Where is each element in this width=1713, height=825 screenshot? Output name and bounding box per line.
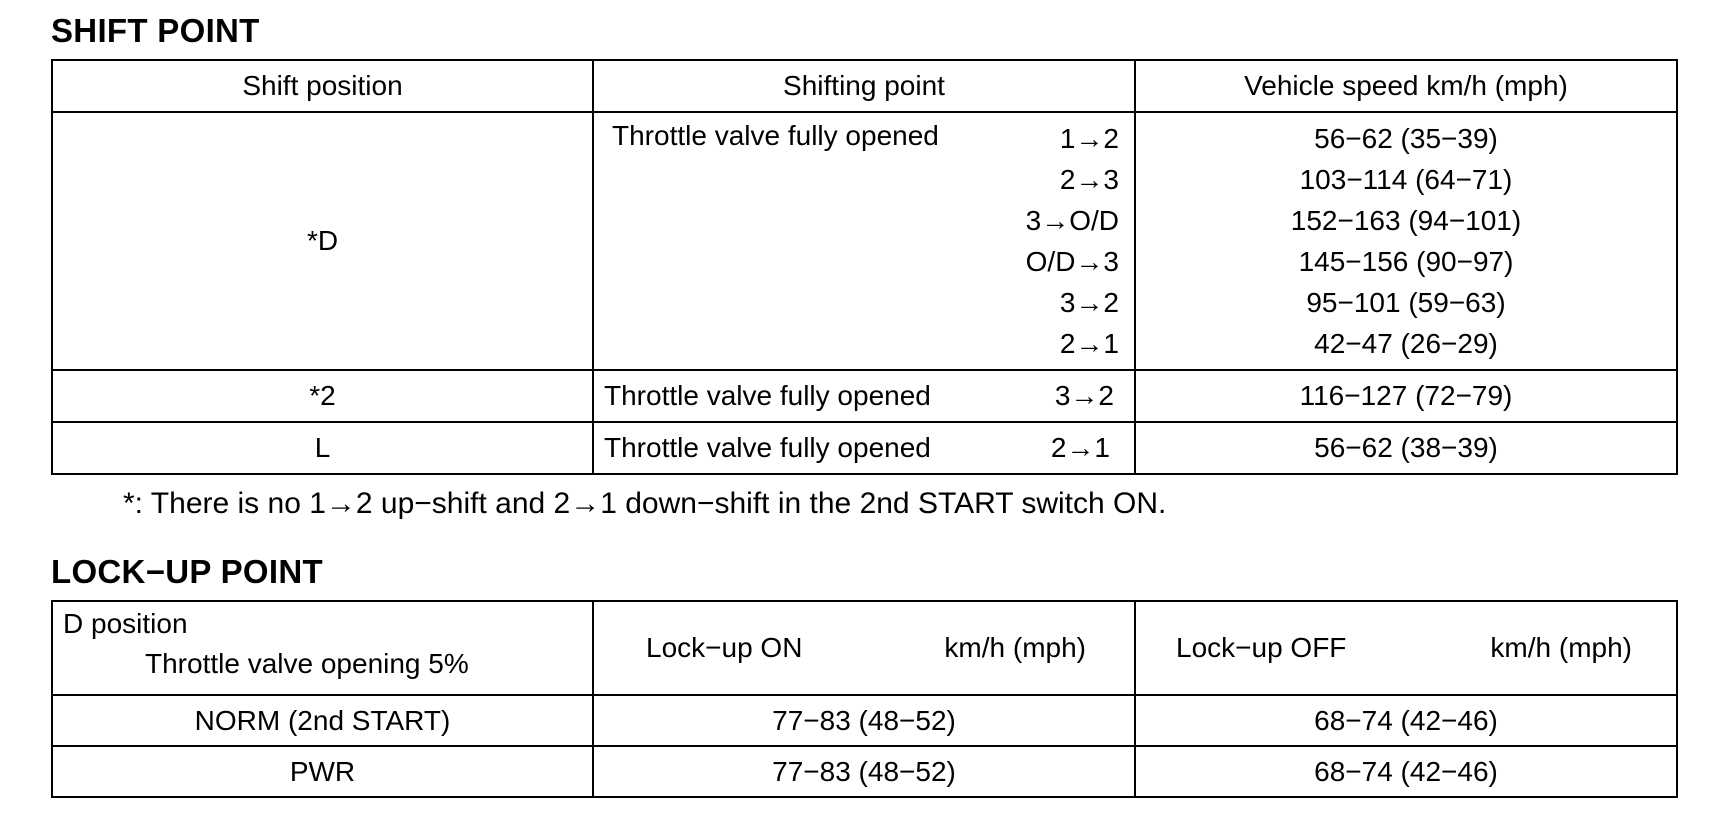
header-shifting-point: Shifting point xyxy=(593,60,1135,112)
lockup-off-label: Lock−up OFF xyxy=(1176,632,1347,663)
shift-code: O/D→3 xyxy=(1025,246,1119,277)
speed-value: 95−101 (59−63) xyxy=(1306,287,1506,318)
vehicle-speed-2: 116−127 (72−79) xyxy=(1135,370,1677,422)
shift-code: 2→1 xyxy=(1050,432,1110,463)
shift-code: 3→2 xyxy=(1054,380,1114,411)
shifting-point-l xyxy=(593,422,1135,474)
shifting-point-2 xyxy=(593,370,1135,422)
lockup-off-value: 68−74 (42−46) xyxy=(1135,695,1677,746)
table-row xyxy=(52,370,1677,422)
speed-value: 42−47 (26−29) xyxy=(1314,328,1498,359)
shift-condition: Throttle valve fully opened xyxy=(604,432,931,463)
header-shift-position: Shift position xyxy=(52,60,593,112)
speed-value: 145−156 (90−97) xyxy=(1298,246,1514,277)
shift-position-l: L xyxy=(52,422,593,474)
header-vehicle-speed: Vehicle speed km/h (mph) xyxy=(1135,60,1677,112)
speed-value: 103−114 (64−71) xyxy=(1299,164,1513,195)
mode-cell: NORM (2nd START) xyxy=(52,695,593,746)
shift-condition: Throttle valve fully opened xyxy=(604,380,931,411)
header-throttle-label: Throttle valve opening 5% xyxy=(145,648,469,679)
table-row xyxy=(52,746,1677,797)
header-position-label: D position xyxy=(63,608,188,639)
header-lockup-on xyxy=(593,601,1135,695)
table-header-row xyxy=(52,60,1677,112)
shift-code: 2→3 xyxy=(1059,164,1119,195)
lockup-on-value: 77−83 (48−52) xyxy=(593,746,1135,797)
lockup-off-value: 68−74 (42−46) xyxy=(1135,746,1677,797)
shift-code: 3→O/D xyxy=(1025,205,1119,236)
vehicle-speed-l: 56−62 (38−39) xyxy=(1135,422,1677,474)
shift-code: 3→2 xyxy=(1059,287,1119,318)
shift-code: 2→1 xyxy=(1059,328,1119,359)
table-row xyxy=(52,695,1677,746)
lockup-on-value: 77−83 (48−52) xyxy=(593,695,1135,746)
header-d-position xyxy=(52,601,593,695)
lockup-off-unit: km/h (mph) xyxy=(1490,632,1632,663)
footnote: *: There is no 1→2 up−shift and 2→1 down−shift in the 2nd START switch ON. xyxy=(123,487,1167,520)
mode-cell: PWR xyxy=(52,746,593,797)
table-row xyxy=(52,112,1677,370)
lockup-point-title: LOCK−UP POINT xyxy=(51,553,323,590)
speed-list xyxy=(1136,118,1676,364)
lockup-on-unit: km/h (mph) xyxy=(944,632,1086,663)
shift-position-d: *D xyxy=(52,112,593,370)
lockup-on-label: Lock−up ON xyxy=(646,632,803,663)
lockup-point-table xyxy=(51,600,1678,798)
speed-value: 56−62 (35−39) xyxy=(1314,123,1498,154)
shifting-point-d xyxy=(593,112,1135,370)
table-row xyxy=(52,422,1677,474)
shift-point-title: SHIFT POINT xyxy=(51,12,260,49)
shift-condition: Throttle valve fully opened xyxy=(612,120,939,151)
shift-point-table xyxy=(51,59,1678,475)
table-header-row xyxy=(52,601,1677,695)
shift-position-2: *2 xyxy=(52,370,593,422)
vehicle-speed-d xyxy=(1135,112,1677,370)
header-lockup-off xyxy=(1135,601,1677,695)
speed-value: 152−163 (94−101) xyxy=(1290,205,1522,236)
shift-code: 1→2 xyxy=(1059,123,1119,154)
